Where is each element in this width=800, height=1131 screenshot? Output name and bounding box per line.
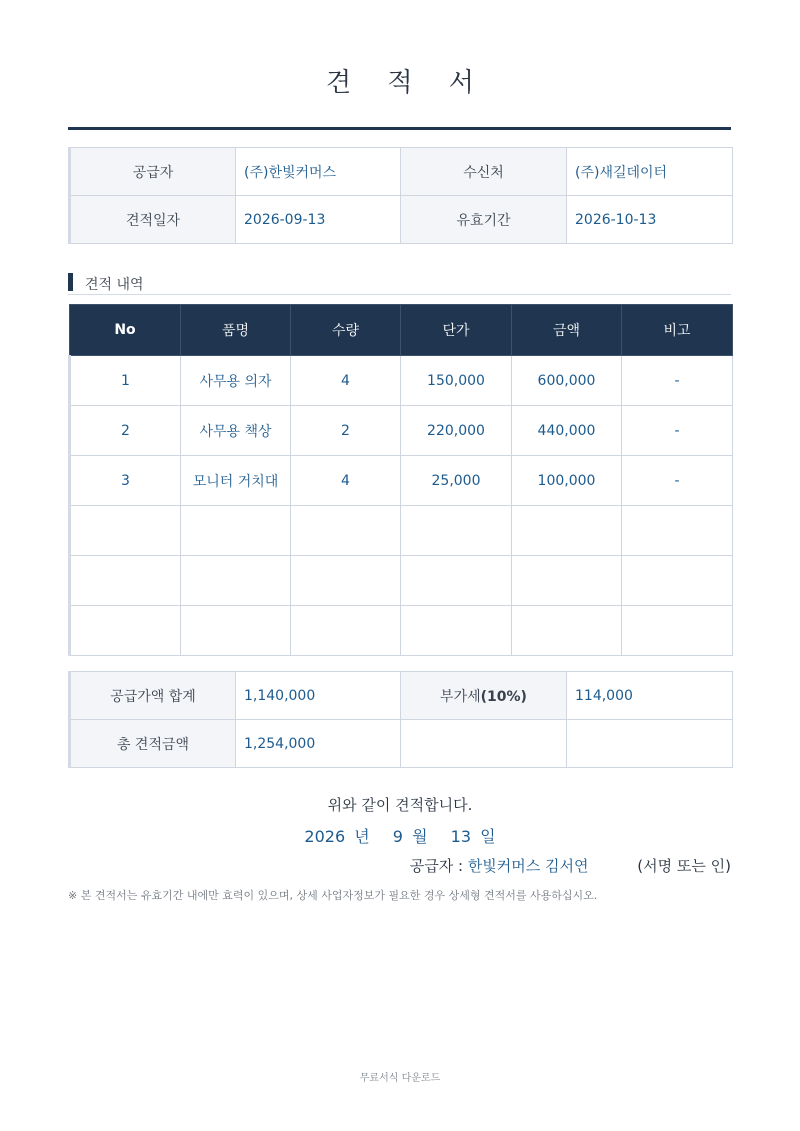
cell-remarks [622, 556, 733, 606]
seal-placeholder: (서명 또는 인) [637, 857, 731, 875]
cell-item: 사무용 의자 [181, 356, 291, 406]
quote-date-value: 2026-09-13 [236, 196, 401, 244]
cell-remarks [622, 506, 733, 556]
cell-remarks [622, 606, 733, 656]
cell-no [70, 606, 181, 656]
date-day-unit: 일 [480, 827, 496, 846]
closing-statement: 위와 같이 견적합니다. [327, 796, 473, 814]
title-divider [68, 127, 731, 130]
info-table [68, 147, 733, 244]
cell-unit-price: 150,000 [401, 356, 512, 406]
recipient-label: 수신처 [401, 148, 567, 196]
supplier-value: (주)한빛커머스 [236, 148, 401, 196]
cell-unit-price: 220,000 [401, 406, 512, 456]
empty-cell [567, 720, 733, 768]
table-row-empty [70, 606, 733, 656]
cell-qty [291, 556, 401, 606]
table-row-empty [70, 506, 733, 556]
grand-total-value: 1,254,000 [236, 720, 401, 768]
cell-unit-price: 25,000 [401, 456, 512, 506]
date-month-unit: 월 [412, 827, 428, 846]
vat-label-prefix: 부가세 [440, 688, 481, 705]
totals-row [70, 672, 733, 720]
col-header-item: 품명 [181, 305, 291, 356]
info-row [70, 196, 733, 244]
cell-amount: 600,000 [512, 356, 622, 406]
items-table [68, 304, 733, 656]
subtotal-label: 공급가액 합계 [70, 672, 236, 720]
table-row [70, 456, 733, 506]
signer-name: 한빛커머스 김서연 [467, 857, 589, 875]
cell-no [70, 556, 181, 606]
grand-total-label: 총 견적금액 [70, 720, 236, 768]
cell-amount [512, 506, 622, 556]
cell-no: 1 [70, 356, 181, 406]
vat-label [401, 672, 567, 720]
date-year: 2026 [304, 827, 346, 846]
totals-row [70, 720, 733, 768]
cell-qty: 4 [291, 356, 401, 406]
cell-item: 사무용 책상 [181, 406, 291, 456]
col-header-amount: 금액 [512, 305, 622, 356]
footnote: ※ 본 견적서는 유효기간 내에만 효력이 있으며, 상세 사업자정보가 필요한 경우 상세형 견적서를 사용하십시오. [68, 889, 598, 902]
vat-label-rate: (10%) [480, 688, 527, 705]
items-header-row [70, 305, 733, 356]
signature-line [410, 855, 731, 876]
signer-label: 공급자 : [409, 857, 464, 875]
col-header-no: No [70, 305, 181, 356]
cell-qty [291, 506, 401, 556]
cell-no [70, 506, 181, 556]
cell-no: 2 [70, 406, 181, 456]
footer-text: 무료서식 다운로드 [359, 1073, 441, 1084]
cell-remarks: - [622, 356, 733, 406]
subtotal-value: 1,140,000 [236, 672, 401, 720]
section-header [68, 273, 731, 295]
validity-value: 2026-10-13 [567, 196, 733, 244]
vat-value: 114,000 [567, 672, 733, 720]
empty-cell [401, 720, 567, 768]
validity-label: 유효기간 [401, 196, 567, 244]
cell-unit-price [401, 606, 512, 656]
cell-qty: 2 [291, 406, 401, 456]
cell-amount: 100,000 [512, 456, 622, 506]
cell-amount [512, 556, 622, 606]
cell-item [181, 556, 291, 606]
col-header-qty: 수량 [291, 305, 401, 356]
cell-unit-price [401, 556, 512, 606]
cell-amount: 440,000 [512, 406, 622, 456]
cell-remarks: - [622, 406, 733, 456]
document-title: 견 적 서 [326, 68, 488, 98]
table-row [70, 406, 733, 456]
date-year-unit: 년 [354, 827, 370, 846]
col-header-unit-price: 단가 [401, 305, 512, 356]
cell-qty: 4 [291, 456, 401, 506]
issue-date [0, 824, 800, 847]
totals-table [68, 671, 733, 768]
quote-date-label: 견적일자 [70, 196, 236, 244]
cell-amount [512, 606, 622, 656]
cell-qty [291, 606, 401, 656]
info-row [70, 148, 733, 196]
col-header-remarks: 비고 [622, 305, 733, 356]
date-month: 9 [392, 827, 403, 846]
table-row [70, 356, 733, 406]
cell-item [181, 506, 291, 556]
cell-unit-price [401, 506, 512, 556]
supplier-label: 공급자 [70, 148, 236, 196]
table-row-empty [70, 556, 733, 606]
cell-item [181, 606, 291, 656]
date-day: 13 [450, 827, 471, 846]
cell-no: 3 [70, 456, 181, 506]
cell-remarks: - [622, 456, 733, 506]
cell-item: 모니터 거치대 [181, 456, 291, 506]
section-marker [68, 273, 73, 291]
section-title: 견적 내역 [85, 277, 144, 293]
recipient-value: (주)새길데이터 [567, 148, 733, 196]
